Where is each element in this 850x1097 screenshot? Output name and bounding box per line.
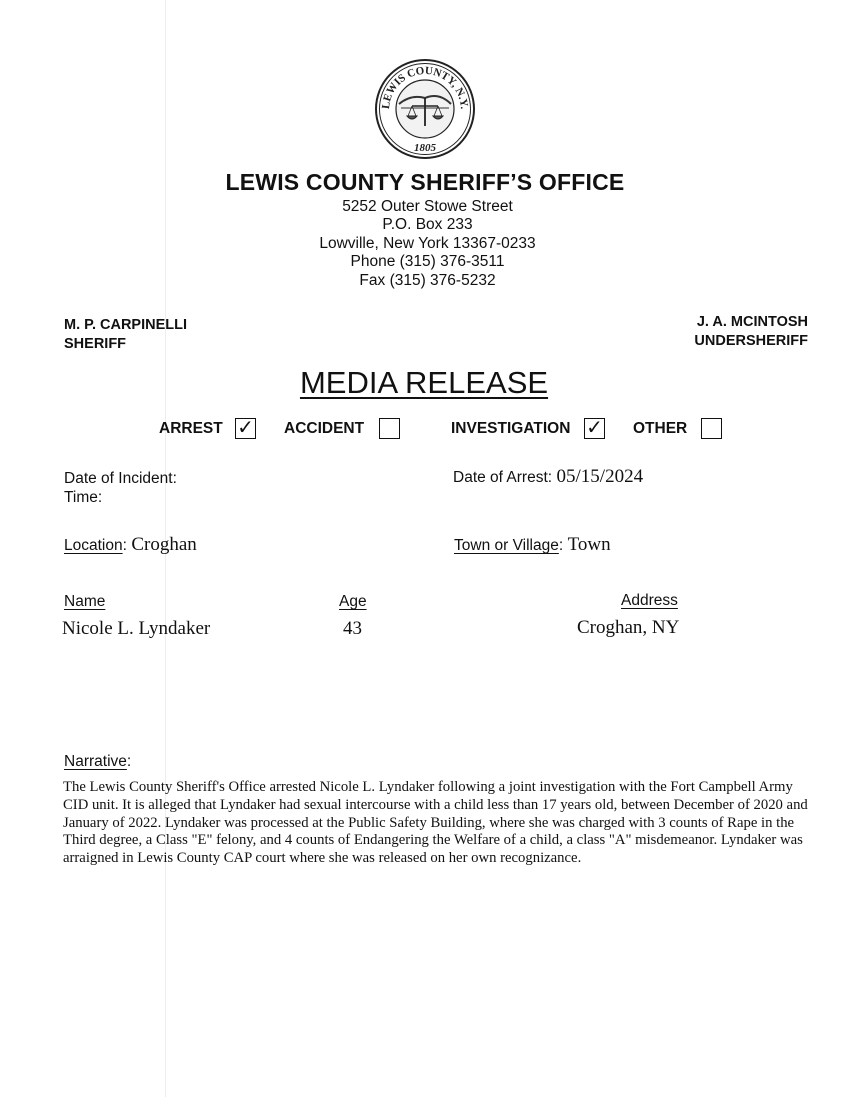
sheriff-title: SHERIFF [64,336,127,352]
county-seal [371,58,479,160]
person-age: 43 [343,618,362,639]
location-value: Croghan [131,534,197,555]
person-name: Nicole L. Lyndaker [62,618,211,639]
phone-number: Phone (315) 376-3511 [350,253,505,270]
date-of-arrest-value: 05/15/2024 [556,466,644,487]
town-value: Town [567,534,611,555]
name-header: Name [64,593,106,610]
town-field: Town or Village: Town [454,534,611,555]
media-release-title: MEDIA RELEASE [299,365,549,400]
location-field: Location: Croghan [64,534,197,555]
town-label: Town or Village [454,537,559,554]
address-po-box: P.O. Box 233 [382,216,473,233]
seal-text: LEWIS COUNTY, N.Y. [379,64,471,110]
undersheriff-title: UNDERSHERIFF [694,333,808,349]
address-header: Address [621,592,678,609]
person-address: Croghan, NY [577,617,680,638]
checkbox-label-accident: ACCIDENT [284,420,365,437]
date-of-arrest-field [453,466,643,488]
seal-year: 1805 [414,142,436,154]
date-of-incident-label: Date of Incident: [64,470,177,487]
time-label: Time: [64,489,103,506]
checkbox-label-arrest: ARREST [159,420,223,437]
checkbox-label-other: OTHER [633,420,688,437]
checkbox-investigation[interactable]: ✓ [584,418,605,439]
undersheriff-block [694,313,808,351]
narrative-heading: Narrative: [64,753,132,770]
sheriff-block [64,316,187,354]
checkbox-other[interactable] [701,418,722,439]
checkbox-arrest[interactable]: ✓ [235,418,256,439]
age-header: Age [339,593,367,610]
checkbox-accident[interactable] [379,418,400,439]
sheriff-name: M. P. CARPINELLI [64,317,187,333]
office-title: LEWIS COUNTY SHERIFF’S OFFICE [225,169,625,195]
date-of-arrest-label: Date of Arrest: [453,469,553,486]
location-label: Location [64,537,123,554]
checkbox-label-investigation: INVESTIGATION [451,420,571,437]
narrative-text: The Lewis County Sheriff's Office arrested Nicole L. Lyndaker following a joint investigation with the Fort Campbell Army CID unit. It is alleged that Lyndaker had sexual intercourse with a child less than 17 years old, between December of 2020 and January of 2022. Lyndaker was processed at the Public Safety Building, where she was charged with 3 counts of Rape in the Third degree, a Class "E" felony, and 4 counts of Endangering the Welfare of a child, a class "A" misdemeanor. Lyndaker was arraigned in Lewis County CAP court where she was released on her own recognizance. [63,779,808,867]
narrative-label: Narrative [64,753,127,770]
fax-number: Fax (315) 376-5232 [359,272,496,289]
undersheriff-name: J. A. MCINTOSH [696,314,808,330]
address-city: Lowville, New York 13367-0233 [319,235,536,252]
address-street: 5252 Outer Stowe Street [342,198,513,215]
